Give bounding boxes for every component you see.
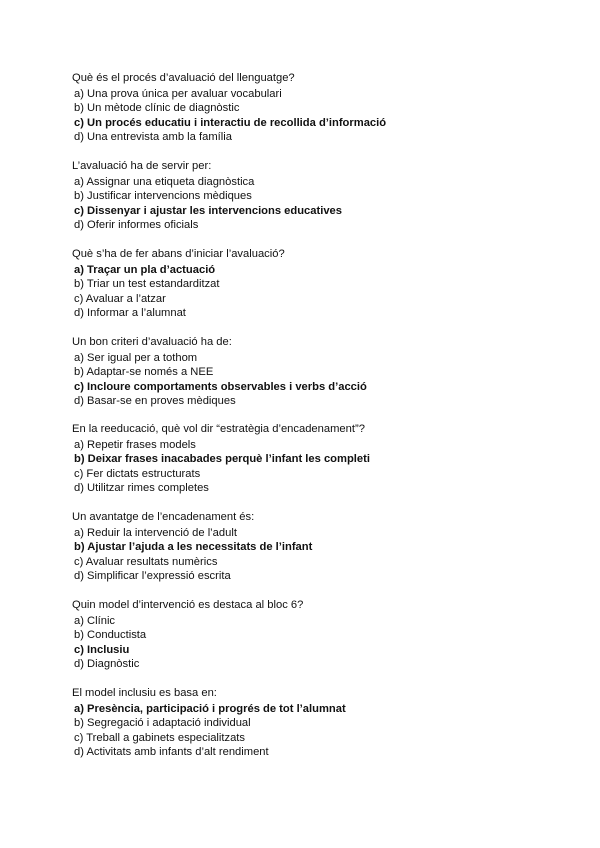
answer-option: a) Assignar una etiqueta diagnòstica xyxy=(74,175,255,188)
answer-option: a) Ser igual per a tothom xyxy=(74,351,198,364)
question-text: Què s’ha de fer abans d’iniciar l’avaluació? xyxy=(72,248,285,260)
answer-option: b) Segregació i adaptació individual xyxy=(74,717,251,730)
question-text: Un bon criteri d’avaluació ha de: xyxy=(72,336,232,348)
answer-option: d) Activitats amb infants d’alt rendiment xyxy=(74,746,269,759)
question-block xyxy=(72,335,552,409)
correct-answer-option: a) Traçar un pla d’actuació xyxy=(74,263,216,276)
answer-option: c) Fer dictats estructurats xyxy=(74,467,201,480)
correct-answer-option: c) Dissenyar i ajustar les intervencions educatives xyxy=(74,204,343,217)
question-text: Quin model d’intervenció es destaca al bloc 6? xyxy=(72,599,304,611)
question-text: L’avaluació ha de servir per: xyxy=(72,160,212,172)
answer-option: d) Diagnòstic xyxy=(74,658,140,671)
answer-option: d) Oferir informes oficials xyxy=(74,219,199,232)
answer-option: d) Basar-se en proves mèdiques xyxy=(74,395,236,408)
answer-option: d) Informar a l’alumnat xyxy=(74,307,186,320)
answer-option: a) Una prova única per avaluar vocabulari xyxy=(74,87,282,100)
question-block xyxy=(72,422,552,496)
answer-option: d) Una entrevista amb la família xyxy=(74,131,232,144)
correct-answer-option: c) Incloure comportaments observables i verbs d’acció xyxy=(74,380,367,393)
answer-option: c) Avaluar a l’atzar xyxy=(74,292,166,305)
answer-option: b) Conductista xyxy=(74,629,147,642)
correct-answer-option: a) Presència, participació i progrés de tot l’alumnat xyxy=(74,702,346,715)
question-block xyxy=(72,510,552,584)
answer-option: b) Adaptar-se només a NEE xyxy=(74,366,214,379)
answer-option: b) Triar un test estandarditzat xyxy=(74,278,220,291)
correct-answer-option: b) Deixar frases inacabades perquè l’infant les completi xyxy=(74,453,370,466)
question-block xyxy=(72,247,552,321)
answer-option: a) Reduir la intervenció de l’adult xyxy=(74,526,237,539)
question-block xyxy=(72,159,552,233)
answer-option: a) Repetir frases models xyxy=(74,438,196,451)
question-block xyxy=(72,598,552,672)
correct-answer-option: c) Un procés educatiu i interactiu de recollida d’informació xyxy=(74,116,387,129)
question-block xyxy=(72,686,552,760)
answer-option: a) Clínic xyxy=(74,614,116,627)
answer-option: d) Utilitzar rimes completes xyxy=(74,482,209,495)
question-text: El model inclusiu es basa en: xyxy=(72,687,217,699)
correct-answer-option: c) Inclusiu xyxy=(74,643,130,656)
answer-option: c) Avaluar resultats numèrics xyxy=(74,555,218,568)
question-text: Què és el procés d’avaluació del llenguatge? xyxy=(72,72,295,84)
answer-option: b) Justificar intervencions mèdiques xyxy=(74,190,252,203)
question-text: En la reeducació, què vol dir “estratègia d’encadenament”? xyxy=(72,423,365,435)
question-block xyxy=(72,71,552,145)
answer-option: b) Un mètode clínic de diagnòstic xyxy=(74,102,240,115)
question-text: Un avantatge de l’encadenament és: xyxy=(72,511,255,523)
answer-option: c) Treball a gabinets especialitzats xyxy=(74,731,246,744)
answer-option: d) Simplificar l’expressió escrita xyxy=(74,570,231,583)
correct-answer-option: b) Ajustar l’ajuda a les necessitats de l’infant xyxy=(74,541,313,554)
